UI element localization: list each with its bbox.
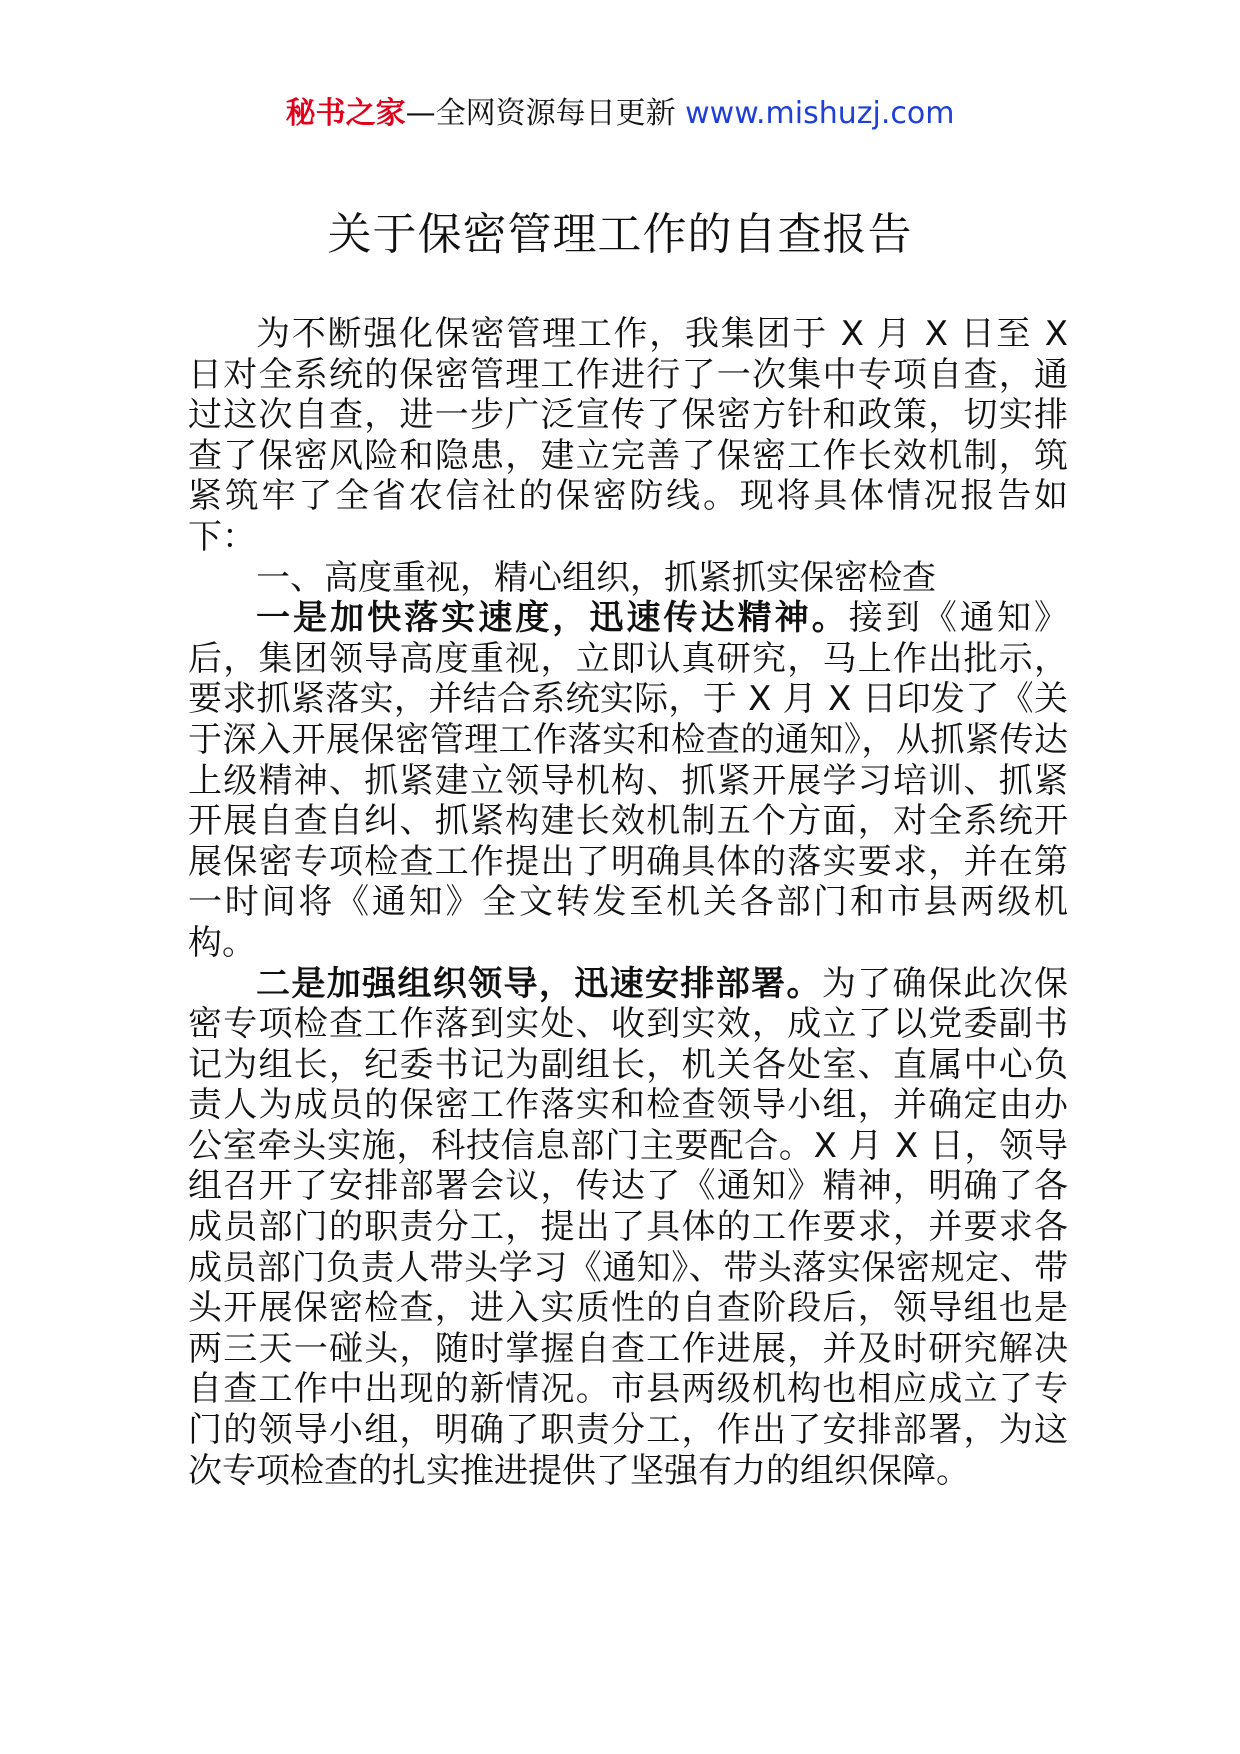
item-paragraph-2 xyxy=(188,964,1068,1492)
intro-paragraph: 为不断强化保密管理工作，我集团于 X 月 X 日至 X 日对全系统的保密管理工作进行了一次集中专项自查，通过这次自查，进一步广泛宣传了保密方针和政策，切实排查了保密风险和隐患，建立完善了保密工作长效机制，筑紧筑牢了全省农信社的保密防线。现将具体情况报告如下： xyxy=(188,314,1068,557)
document-title: 关于保密管理工作的自查报告 xyxy=(327,209,913,260)
item-1-lead: 一是加快落实速度，迅速传达精神。 xyxy=(256,598,849,639)
section-heading: 一、高度重视，精心组织，抓紧抓实保密检查 xyxy=(256,557,936,598)
site-url-link[interactable]: www.mishuzj.com xyxy=(685,96,955,131)
document-body xyxy=(188,314,1068,1491)
item-1-body: 接到《通知》后，集团领导高度重视，立即认真研究，马上作出批示，要求抓紧落实，并结合系统实际，于 X 月 X 日印发了《关于深入开展保密管理工作落实和检查的通知》，从抓紧传达上级精神、抓紧建立领导机构、抓紧开展学习培训、抓紧开展自查自纠、抓紧构建长效机制五个方面，对全系统开展保密专项检查工作提出了明确具体的落实要求，并在第一时间将《通知》全文转发至机关各部门和市县两级机构。 xyxy=(188,598,1069,963)
item-2-body: 为了确保此次保密专项检查工作落到实处、收到实效，成立了以党委副书记为组长，纪委书记为副组长，机关各处室、直属中心负责人为成员的保密工作落实和检查领导小组，并确定由办公室牵头实施，科技信息部门主要配合。X 月 X 日，领导组召开了安排部署会议，传达了《通知》精神，明确了各成员部门的职责分工，提出了具体的工作要求，并要求各成员部门负责人带头学习《通知》、带头落实保密规定、带头开展保密检查，进入实质性的自查阶段后，领导组也是两三天一碰头，随时掌握自查工作进展，并及时研究解决自查工作中出现的新情况。市县两级机构也相应成立了专门的领导小组，明确了职责分工，作出了安排部署，为这次专项检查的扎实推进提供了坚强有力的组织保障。 xyxy=(188,963,1069,1491)
header-banner xyxy=(0,94,1240,134)
item-2-lead: 二是加强组织领导，迅速安排部署。 xyxy=(256,963,822,1004)
header-tagline: —全网资源每日更新 xyxy=(405,96,676,131)
item-paragraph-1 xyxy=(188,598,1068,963)
brand-name: 秘书之家 xyxy=(285,96,406,131)
